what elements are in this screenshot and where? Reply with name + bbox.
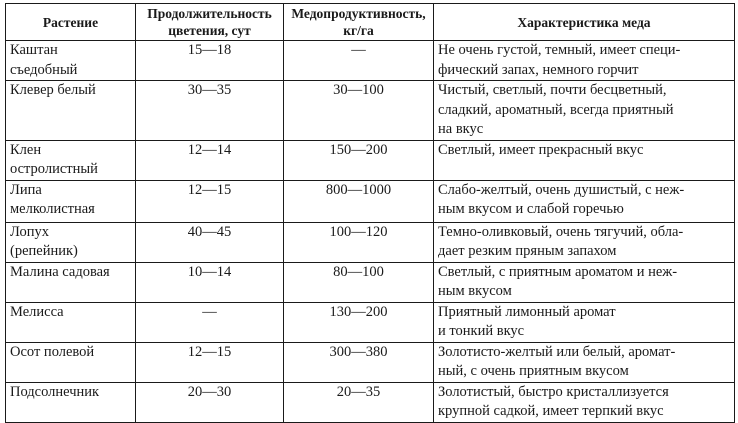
cell-description: Темно-оливковый, очень тягучий, обла- дает резким пряным запахом (434, 222, 735, 262)
cell-productivity: 100—120 (284, 222, 434, 262)
cell-productivity: 300—380 (284, 342, 434, 382)
cell-description: Золотисто-желтый или белый, аромат- ный, с очень приятным вкусом (434, 342, 735, 382)
cell-description: Слабо-желтый, очень душистый, с неж- ным вкусом и слабой горечью (434, 180, 735, 222)
cell-duration: — (136, 302, 284, 342)
cell-productivity: 150—200 (284, 140, 434, 180)
cell-description: Приятный лимонный аромат и тонкий вкус (434, 302, 735, 342)
cell-description: Чистый, светлый, почти бесцветный, сладкий, ароматный, всегда приятный на вкус (434, 81, 735, 141)
cell-duration: 30—35 (136, 81, 284, 141)
header-flowering-duration: Продолжительность цветения, сут (136, 4, 284, 41)
table-row (6, 382, 735, 422)
header-plant: Растение (6, 4, 136, 41)
cell-plant: Подсолнечник (6, 382, 136, 422)
table-header-row (6, 4, 735, 41)
cell-plant: Каштан съедобный (6, 41, 136, 81)
cell-duration: 12—14 (136, 140, 284, 180)
cell-description: Светлый, с приятным ароматом и неж- ным вкусом (434, 262, 735, 302)
cell-productivity: 800—1000 (284, 180, 434, 222)
cell-plant: Клевер белый (6, 81, 136, 141)
cell-description: Светлый, имеет прекрасный вкус (434, 140, 735, 180)
cell-description: Золотистый, быстро кристаллизуется крупной садкой, имеет терпкий вкус (434, 382, 735, 422)
table-row (6, 81, 735, 141)
cell-plant: Мелисса (6, 302, 136, 342)
cell-productivity: 80—100 (284, 262, 434, 302)
cell-plant: Лопух (репейник) (6, 222, 136, 262)
cell-plant: Клен остролистный (6, 140, 136, 180)
cell-duration: 12—15 (136, 342, 284, 382)
cell-duration: 12—15 (136, 180, 284, 222)
table-row (6, 302, 735, 342)
table-row (6, 342, 735, 382)
table-row (6, 140, 735, 180)
cell-productivity: 130—200 (284, 302, 434, 342)
cell-description: Не очень густой, темный, имеет специ- фический запах, немного горчит (434, 41, 735, 81)
cell-productivity: 30—100 (284, 81, 434, 141)
cell-plant: Малина садовая (6, 262, 136, 302)
table-row (6, 41, 735, 81)
cell-productivity: — (284, 41, 434, 81)
cell-duration: 10—14 (136, 262, 284, 302)
cell-duration: 20—30 (136, 382, 284, 422)
cell-plant: Осот полевой (6, 342, 136, 382)
honey-plants-table (5, 3, 735, 423)
cell-productivity: 20—35 (284, 382, 434, 422)
cell-duration: 15—18 (136, 41, 284, 81)
table-row (6, 262, 735, 302)
cell-plant: Липа мелколистная (6, 180, 136, 222)
table-row (6, 180, 735, 222)
header-honey-productivity: Медопродуктивность, кг/га (284, 4, 434, 41)
header-honey-characteristics: Характеристика меда (434, 4, 735, 41)
table-row (6, 222, 735, 262)
cell-duration: 40—45 (136, 222, 284, 262)
